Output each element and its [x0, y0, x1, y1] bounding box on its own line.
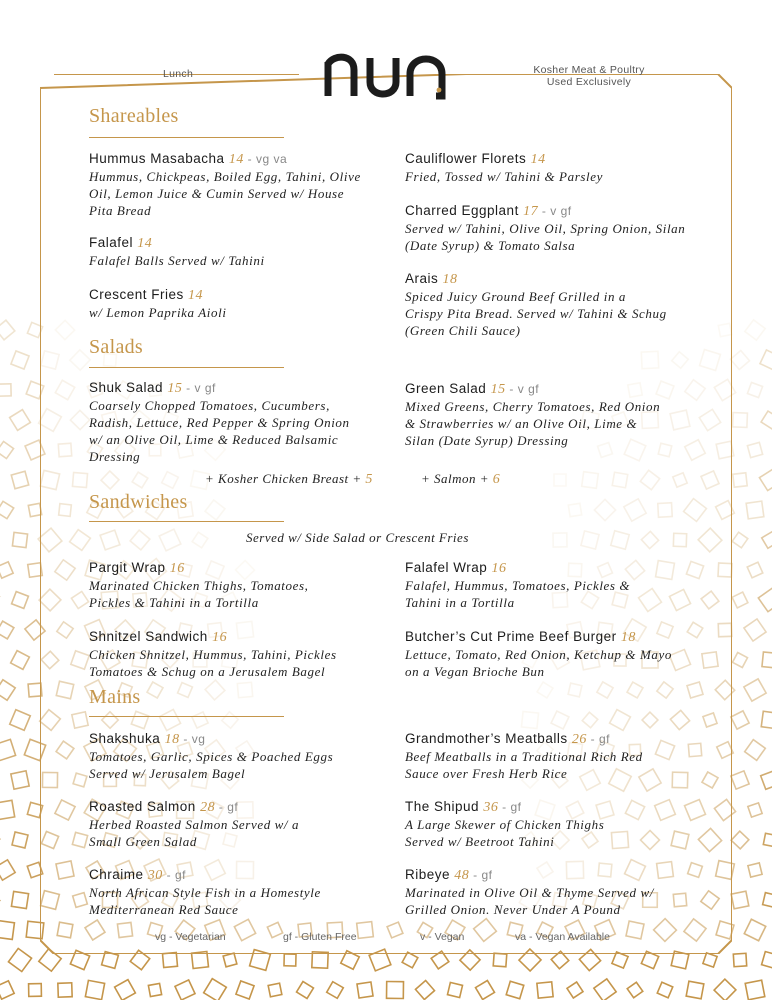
item-tags: - gf [498, 800, 522, 814]
menu-item-charred-eggplant [405, 202, 705, 254]
item-price: 14 [228, 152, 244, 167]
pattern-square [731, 711, 749, 729]
item-price: 18 [164, 732, 180, 747]
item-price: 15 [167, 381, 183, 396]
pattern-square [327, 982, 344, 999]
item-tags: - gf [469, 868, 493, 882]
kosher-note [522, 64, 656, 88]
item-price: 48 [454, 868, 470, 883]
item-price: 15 [490, 382, 506, 397]
item-name: Crescent Fries [89, 287, 184, 302]
pattern-square [761, 711, 772, 728]
menu-item-hummus [89, 150, 389, 219]
pattern-square [731, 891, 749, 909]
pattern-square [387, 982, 404, 999]
pattern-square [8, 948, 31, 971]
item-name: Arais [405, 271, 439, 286]
pattern-square [714, 979, 736, 1000]
legend-vegan: v - Vegan [420, 931, 465, 943]
pattern-square [758, 588, 772, 611]
pattern-square [732, 532, 748, 548]
menu-item-falafel [89, 234, 389, 269]
pattern-square [763, 893, 772, 908]
pattern-square [537, 982, 553, 998]
menu-item-chraime [89, 866, 389, 918]
kosher-note-line2: Used Exclusively [546, 76, 632, 88]
pattern-square [12, 592, 29, 609]
item-tags: - v gf [505, 382, 540, 396]
header-right-rule [468, 74, 520, 75]
pattern-square [223, 953, 237, 967]
menu-item-shnitzel-sandwich [89, 628, 389, 680]
item-description: Beef Meatballs in a Traditional Rich Red Sauce over Fresh Herb Rice [405, 749, 643, 781]
pattern-square [29, 984, 42, 997]
menu-item-green-salad [405, 380, 705, 449]
item-price: 16 [491, 561, 507, 576]
item-name: Ribeye [405, 867, 451, 882]
item-price: 16 [169, 561, 185, 576]
item-tags: - gf [586, 732, 611, 746]
section-title-mains: Mains [89, 686, 141, 708]
pattern-square [686, 981, 704, 999]
pattern-square [733, 953, 746, 966]
section-rule [89, 716, 284, 717]
pattern-square [733, 473, 747, 487]
pattern-square [0, 621, 14, 639]
pattern-square [748, 803, 762, 817]
item-price: 36 [483, 800, 499, 815]
pattern-square [627, 982, 643, 998]
pattern-square [11, 651, 30, 670]
pattern-square [744, 679, 766, 701]
pattern-square [747, 562, 763, 578]
section-rule [89, 137, 284, 138]
section-rule [89, 521, 284, 522]
pattern-square [744, 619, 766, 641]
pattern-square [747, 442, 762, 457]
pattern-square [58, 983, 72, 997]
menu-item-falafel-wrap [405, 559, 705, 611]
pattern-square [567, 982, 583, 998]
pattern-square [236, 981, 254, 999]
pattern-square [732, 592, 748, 608]
item-name: Falafel Wrap [405, 560, 488, 575]
pattern-square [0, 320, 15, 340]
addon-salmon-price: 6 [492, 472, 501, 487]
item-description: Marinated Chicken Thighs, Tomatoes, Pickles & Tahini in a Tortilla [89, 578, 309, 610]
pattern-square [0, 441, 14, 458]
pattern-square [762, 532, 772, 549]
pattern-square [746, 501, 764, 519]
item-description: Mixed Greens, Cherry Tomatoes, Red Onion & Strawberries w/ an Olive Oil, Lime & Silan (Date Syrup) Dressing [405, 399, 661, 448]
pattern-square [115, 980, 136, 1000]
item-tags: - v gf [182, 381, 216, 395]
item-tags: - vg va [243, 152, 288, 166]
pattern-square [732, 652, 747, 667]
pattern-square [297, 982, 314, 999]
pattern-square [312, 952, 328, 968]
pattern-square [0, 800, 15, 819]
pattern-square [102, 952, 119, 969]
item-price: 14 [530, 152, 546, 167]
item-description: Lettuce, Tomato, Red Onion, Ketchup & Mayo on a Vegan Brioche Bun [405, 647, 672, 679]
section-title-shareables: Shareables [89, 105, 179, 127]
item-price: 17 [523, 204, 539, 219]
pattern-square [748, 863, 762, 877]
pattern-square [761, 411, 772, 429]
pattern-square [12, 532, 27, 547]
pattern-square [0, 384, 11, 396]
item-description: Tomatoes, Garlic, Spices & Poached Eggs Served w/ Jerusalem Bagel [89, 749, 334, 781]
pattern-square [0, 680, 15, 700]
pattern-square [762, 652, 772, 668]
item-price: 14 [137, 236, 153, 251]
pattern-square [284, 954, 296, 966]
item-name: Shakshuka [89, 731, 161, 746]
section-title-sandwiches: Sandwiches [89, 491, 188, 513]
item-description: Marinated in Olive Oil & Thyme Served w/ Grilled Onion. Never Under A Pound [405, 885, 654, 917]
item-tags: - gf [215, 800, 239, 814]
pattern-square [475, 980, 494, 999]
item-tags: - gf [162, 868, 186, 882]
menu-item-roasted-salmon [89, 798, 389, 850]
pattern-square [762, 952, 772, 969]
item-description: Falafel, Hummus, Tomatoes, Pickles & Tahini in a Tortilla [405, 578, 631, 610]
pattern-square [163, 953, 178, 968]
menu-item-shakshuka [89, 730, 389, 782]
pattern-square [402, 952, 418, 968]
item-description: Herbed Roasted Salmon Served w/ a Small Green Salad [89, 817, 300, 849]
item-description: A Large Skewer of Chicken Thighs Served w/ Beetroot Tahini [405, 817, 605, 849]
pattern-square [447, 982, 462, 997]
item-price: 16 [212, 630, 228, 645]
pattern-square [11, 771, 29, 789]
pattern-square [175, 980, 195, 1000]
menu-item-burger [405, 628, 705, 680]
item-name: Grandmother’s Meatballs [405, 731, 568, 746]
sandwich-side-note: Served w/ Side Salad or Crescent Fries [246, 530, 469, 545]
pattern-square [12, 832, 28, 848]
item-price: 18 [442, 272, 458, 287]
pattern-square [730, 350, 749, 369]
pattern-square [731, 831, 749, 849]
menu-item-shuk-salad [89, 379, 389, 465]
pattern-square [763, 833, 772, 846]
menu-item-pargit-wrap [89, 559, 389, 611]
item-description: Falafel Balls Served w/ Tahini [89, 253, 265, 268]
pattern-square [192, 952, 209, 969]
item-name: The Shipud [405, 799, 480, 814]
pattern-square [759, 469, 772, 490]
pattern-square [10, 710, 31, 731]
pattern-square [148, 983, 161, 996]
pattern-square [745, 740, 766, 761]
item-price: 26 [571, 732, 587, 747]
pattern-square [11, 471, 28, 488]
item-price: 14 [188, 288, 204, 303]
item-tags: - v gf [538, 204, 572, 218]
pattern-square [0, 921, 14, 940]
addon-chicken-label: + Kosher Chicken Breast + [205, 471, 362, 486]
menu-item-arais [405, 270, 705, 339]
pattern-square [0, 501, 14, 518]
pattern-square [357, 982, 373, 998]
menu-item-cauliflower [405, 150, 705, 185]
item-description: North African Style Fish in a Homestyle Mediterranean Red Sauce [89, 885, 321, 917]
addon-chicken-price: 5 [365, 472, 373, 487]
pattern-square [0, 860, 15, 880]
item-price: 28 [200, 800, 216, 815]
legend-gluten-free: gf - Gluten Free [283, 931, 357, 943]
pattern-square [745, 320, 765, 340]
pattern-square [204, 979, 227, 1000]
pattern-square [760, 350, 772, 370]
menu-item-meatballs [405, 730, 705, 782]
pattern-square [268, 983, 282, 997]
item-name: Green Salad [405, 381, 487, 396]
pattern-square [10, 410, 31, 431]
item-name: Shuk Salad [89, 380, 164, 395]
item-description: w/ Lemon Paprika Aioli [89, 305, 227, 320]
meal-period-label: Lunch [163, 68, 194, 80]
item-name: Cauliflower Florets [405, 151, 527, 166]
pattern-square [731, 771, 749, 789]
item-description: Hummus, Chickpeas, Boiled Egg, Tahini, Olive Oil, Lemon Juice & Cumin Served w/ House Pita Bread [89, 169, 361, 218]
menu-item-crescent-fries [89, 286, 389, 321]
menu-item-ribeye [405, 866, 705, 918]
pattern-square [733, 413, 748, 428]
pattern-square [594, 979, 616, 1000]
section-rule [89, 367, 284, 368]
item-price: 30 [147, 868, 163, 883]
pattern-square [506, 981, 524, 999]
pattern-square [11, 351, 29, 369]
pattern-square [744, 919, 765, 940]
section-title-salads: Salads [89, 336, 144, 358]
pattern-square [493, 953, 507, 967]
pattern-square [761, 771, 772, 790]
addon-chicken [205, 471, 373, 488]
item-name: Chraime [89, 867, 144, 882]
pattern-square [0, 981, 14, 999]
item-description: Coarsely Chopped Tomatoes, Cucumbers, Radish, Lettuce, Red Pepper & Spring Onion w/ an Olive Oil, Lime & Reduced Balsamic Dressing [89, 398, 350, 464]
item-description: Fried, Tossed w/ Tahini & Parsley [405, 169, 603, 184]
nua-logo [322, 46, 450, 104]
pattern-square [11, 891, 28, 908]
legend-vegan-available: va - Vegan Available [515, 931, 610, 943]
header-left-rule [211, 74, 299, 75]
pattern-square [0, 739, 16, 760]
item-name: Roasted Salmon [89, 799, 196, 814]
item-description: Chicken Shnitzel, Hummus, Tahini, Pickles Tomatoes & Schug on a Jerusalem Bagel [89, 647, 337, 679]
kosher-note-line1: Kosher Meat & Poultry [533, 64, 645, 76]
item-name: Hummus Masabacha [89, 151, 225, 166]
item-description: Spiced Juicy Ground Beef Grilled in a Crispy Pita Bread. Served w/ Tahini & Schug (Green Chili Sauce) [405, 289, 667, 338]
legend-vegetarian: vg - Vegetarian [155, 931, 226, 943]
item-tags: - vg [179, 732, 206, 746]
item-name: Falafel [89, 235, 134, 250]
item-name: Pargit Wrap [89, 560, 166, 575]
item-description: Served w/ Tahini, Olive Oil, Spring Onion, Silan (Date Syrup) & Tomato Salsa [405, 221, 686, 253]
item-name: Charred Eggplant [405, 203, 519, 218]
pattern-square [415, 980, 434, 999]
pattern-square [657, 982, 673, 998]
pattern-square [612, 952, 628, 968]
pattern-square [85, 980, 104, 999]
addon-salmon [421, 471, 500, 488]
menu-item-shipud [405, 798, 705, 850]
item-name: Butcher’s Cut Prime Beef Burger [405, 629, 617, 644]
pattern-square [703, 953, 717, 967]
pattern-square [747, 382, 762, 397]
pattern-square [745, 980, 765, 1000]
item-name: Shnitzel Sandwich [89, 629, 208, 644]
pattern-square [0, 562, 13, 578]
addon-salmon-label: + Salmon + [421, 471, 490, 486]
item-price: 18 [620, 630, 636, 645]
